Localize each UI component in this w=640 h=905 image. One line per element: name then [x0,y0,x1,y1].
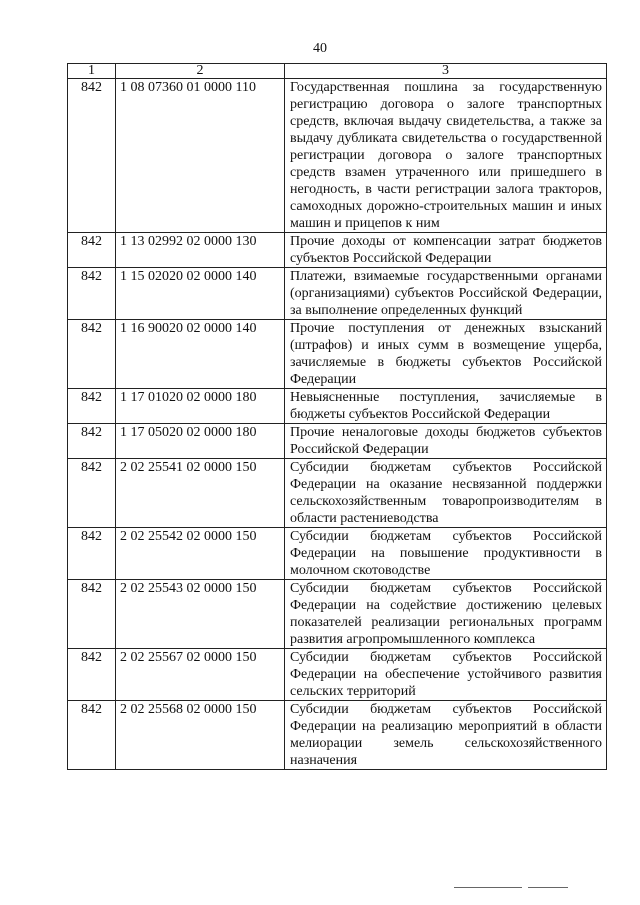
owner-code-cell: 842 [68,320,116,389]
table-row [68,389,607,424]
table-header-row [68,64,607,79]
revenue-code-cell: 2 02 25541 02 0000 150 [116,459,285,528]
description-cell: Субсидии бюджетам субъектов Российской Федерации на оказание несвязанной поддержки сельскохозяйственным товаропроизводителям в области растениеводства [285,459,607,528]
column-header-1: 1 [68,64,116,79]
description-cell: Субсидии бюджетам субъектов Российской Федерации на повышение продуктивности в молочном скотоводстве [285,528,607,580]
table-row [68,701,607,770]
scan-artifact-mark [528,887,568,888]
revenue-code-cell: 1 16 90020 02 0000 140 [116,320,285,389]
revenue-code-cell: 1 13 02992 02 0000 130 [116,233,285,268]
revenue-code-cell: 1 17 05020 02 0000 180 [116,424,285,459]
table-row [68,649,607,701]
owner-code-cell: 842 [68,580,116,649]
budget-classification-table [67,63,607,770]
page-number: 40 [313,41,327,56]
description-cell: Прочие доходы от компенсации затрат бюджетов субъектов Российской Федерации [285,233,607,268]
revenue-code-cell: 2 02 25568 02 0000 150 [116,701,285,770]
description-cell: Невыясненные поступления, зачисляемые в бюджеты субъектов Российской Федерации [285,389,607,424]
revenue-code-cell: 2 02 25567 02 0000 150 [116,649,285,701]
description-cell: Субсидии бюджетам субъектов Российской Федерации на реализацию мероприятий в области мелиорации земель сельскохозяйственного назначения [285,701,607,770]
table-row [68,233,607,268]
table-row [68,528,607,580]
description-cell: Прочие неналоговые доходы бюджетов субъектов Российской Федерации [285,424,607,459]
owner-code-cell: 842 [68,233,116,268]
revenue-code-cell: 1 15 02020 02 0000 140 [116,268,285,320]
revenue-code-cell: 2 02 25542 02 0000 150 [116,528,285,580]
owner-code-cell: 842 [68,459,116,528]
table-row [68,268,607,320]
owner-code-cell: 842 [68,701,116,770]
description-cell: Платежи, взимаемые государственными органами (организациями) субъектов Российской Федерации, за выполнение определенных функций [285,268,607,320]
owner-code-cell: 842 [68,79,116,233]
table-row [68,320,607,389]
revenue-code-cell: 1 17 01020 02 0000 180 [116,389,285,424]
table-row [68,459,607,528]
table-row [68,79,607,233]
column-header-2: 2 [116,64,285,79]
table-row [68,580,607,649]
description-cell: Субсидии бюджетам субъектов Российской Федерации на обеспечение устойчивого развития сельских территорий [285,649,607,701]
scan-artifact-mark [454,887,522,888]
owner-code-cell: 842 [68,649,116,701]
description-cell: Прочие поступления от денежных взысканий (штрафов) и иных сумм в возмещение ущерба, зачисляемые в бюджеты субъектов Российской Федерации [285,320,607,389]
revenue-code-cell: 2 02 25543 02 0000 150 [116,580,285,649]
owner-code-cell: 842 [68,389,116,424]
revenue-code-cell: 1 08 07360 01 0000 110 [116,79,285,233]
owner-code-cell: 842 [68,268,116,320]
owner-code-cell: 842 [68,528,116,580]
column-header-3: 3 [285,64,607,79]
table-row [68,424,607,459]
description-cell: Субсидии бюджетам субъектов Российской Федерации на содействие достижению целевых показателей реализации региональных программ развития агропромышленного комплекса [285,580,607,649]
description-cell: Государственная пошлина за государственную регистрацию договора о залоге транспортных средств, включая выдачу свидетельства, а также за выдачу дубликата свидетельства о государственной регистрации договора о залоге транспортных средств взамен утраченного или пришедшего в негодность, в части регистрации залога тракторов, самоходных дорожно-строительных машин и иных машин и прицепов к ним [285,79,607,233]
owner-code-cell: 842 [68,424,116,459]
